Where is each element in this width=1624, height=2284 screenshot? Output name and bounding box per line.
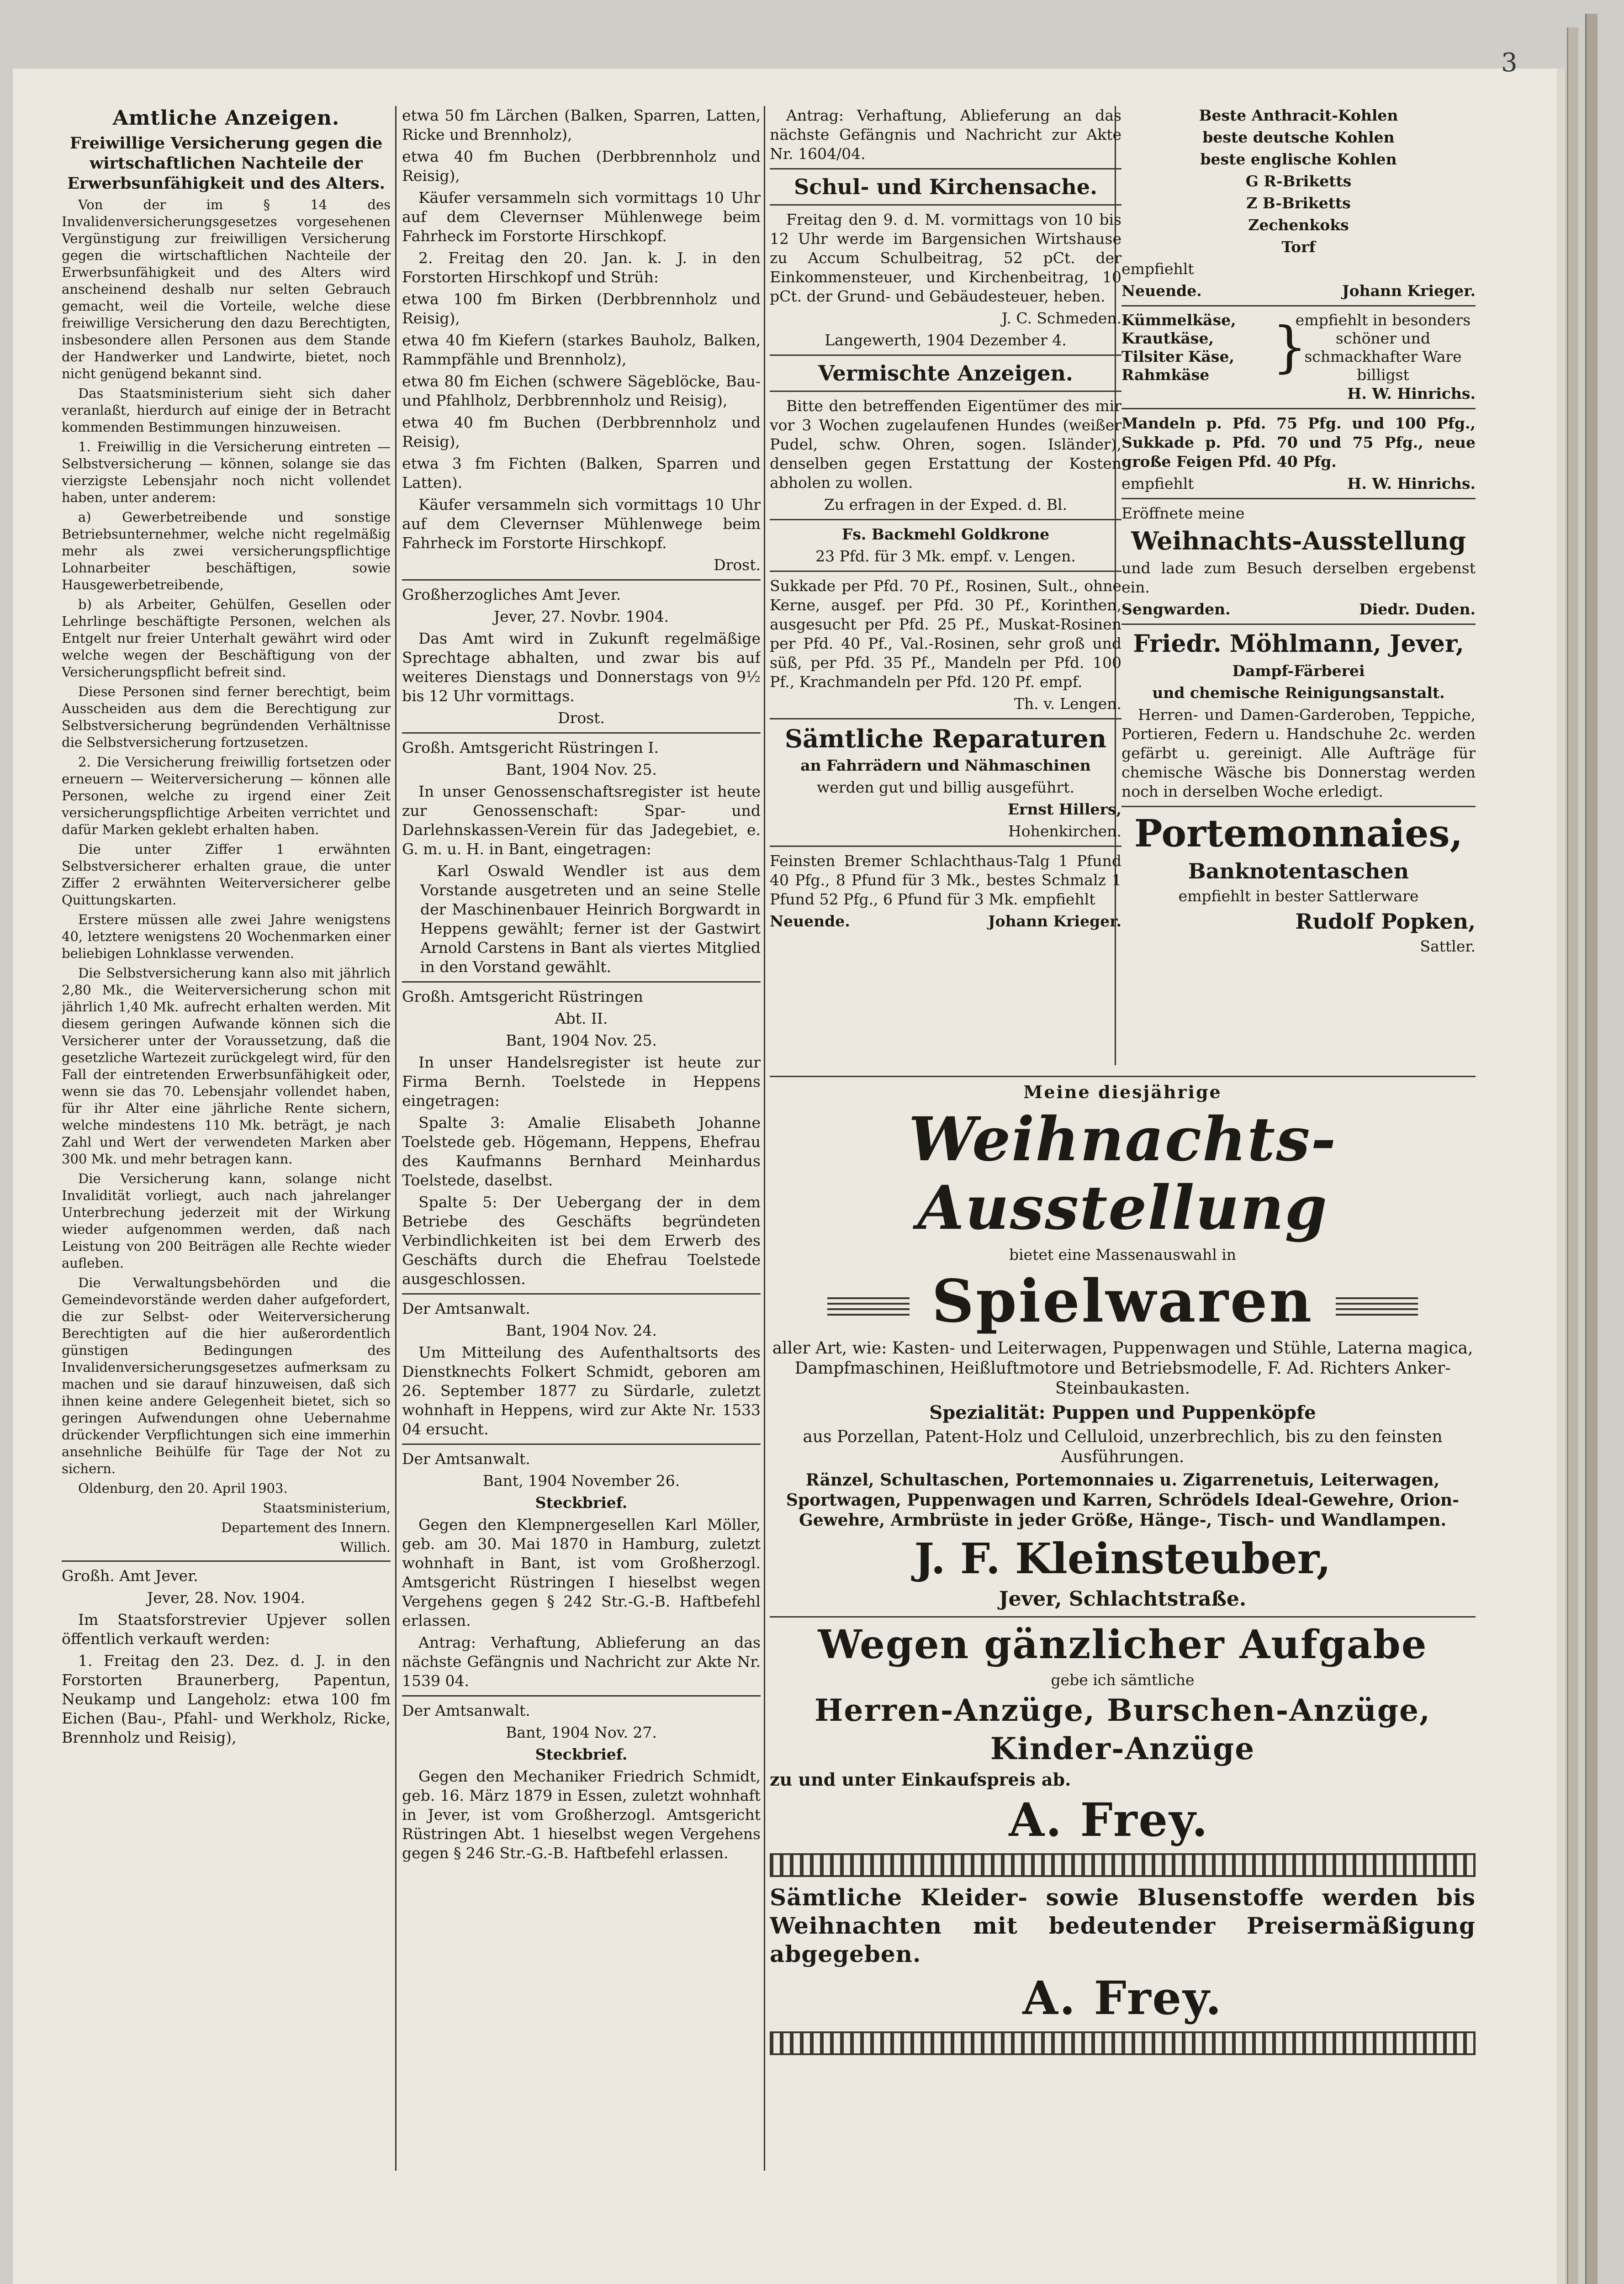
firm-name: J. F. Kleinsteuber, bbox=[914, 1534, 1331, 1583]
divider bbox=[770, 354, 1121, 356]
column-1 bbox=[62, 106, 391, 2171]
notice-head: Großh. Amtsgericht Rüstringen I. bbox=[402, 739, 659, 756]
notice-head: Der Amtsanwalt. bbox=[402, 1300, 530, 1317]
paragraph: Die Selbstversicherung kann also mit jährlich 2,80 Mk., die Weiterversicherung schon mit jährlich 1,40 Mk. aufrecht erhalten werden. Mit diesem geringen Aufwande können sich die Versicherer unter der Voraussetzung, daß die gesetzliche Wartezeit zurückgelegt wird, für den Fall der eintretenden Erwerbsunfähigkeit oder, wenn sie das 70. Lebensjahr vollendet haben, für ihr Alter eine jährliche Rente sichern, welche mindestens 110 Mk. beträgt, je nach Zahl und Wert der verwendeten Marken aber 300 Mk. und mehr betragen kann. bbox=[62, 965, 391, 1167]
cheese-list bbox=[1121, 311, 1272, 384]
notice-text: Käufer versammeln sich vormittags 10 Uhr auf dem Clevernser Mühlenwege beim Fahrheck im Forstorte Hirschkopf. bbox=[402, 496, 761, 552]
signature-row bbox=[1121, 600, 1476, 619]
ad-line: beste englische Kohlen bbox=[1200, 150, 1397, 168]
notice-text: Gegen den Mechaniker Friedrich Schmidt, geb. 16. März 1879 in Essen, zuletzt wohnhaft in Jever, ist vom Großherzogl. Amtsgericht Rüstringen Abt. 1 hieselbst wegen Vergehens gegen § 246 Str.-G.-B. Haftbefehl erlassen. bbox=[402, 1767, 761, 1862]
notice-date: Langewerth, 1904 Dezember 4. bbox=[825, 331, 1067, 349]
ad-line: Kinder-Anzüge bbox=[990, 1731, 1255, 1766]
ad-text: Eröffnete meine bbox=[1121, 504, 1245, 522]
article-title: Freiwillige Versicherung gegen die wirtschaftlichen Nachteile der Erwerbsunfähigkeit und des Alters. bbox=[67, 134, 385, 193]
divider bbox=[402, 579, 761, 581]
paragraph: Diese Personen sind ferner berechtigt, beim Ausscheiden aus dem die Berechtigung zur Selbstversicherung begründenden Verhältnisse die Selbstversicherung fortzusetzen. bbox=[62, 684, 391, 750]
section-heading: Amtliche Anzeigen. bbox=[112, 106, 340, 130]
ad-line: Herren-Anzüge, Burschen-Anzüge, bbox=[814, 1692, 1431, 1728]
page-number: 3 bbox=[1501, 48, 1518, 78]
notice-text: In unser Handelsregister ist heute zur Firma Bernh. Toelstede in Heppens eingetragen: bbox=[402, 1053, 761, 1110]
signature: Drost. bbox=[558, 709, 605, 727]
column-4 bbox=[1121, 106, 1476, 1079]
paragraph: Die Versicherung kann, solange nicht Invalidität vorliegt, auch nach jahrelanger Unterbrechung jederzeit mit der Wirkung wieder aufgenommen werden, daß nach Leistung von 200 Beiträgen alle Rechte wieder aufleben. bbox=[62, 1171, 391, 1271]
paragraph: a) Gewerbetreibende und sonstige Betriebsunternehmer, welche nicht regelmäßig mehr als zwei versicherungspflichtige Lohnarbeiter beschäftigen, sowie Hausgewerbetreibende, bbox=[62, 509, 391, 592]
column-3 bbox=[770, 106, 1121, 1079]
notice-text: etwa 3 fm Fichten (Balken, Sparren und Latten). bbox=[402, 455, 761, 492]
signature: Johann Krieger. bbox=[1342, 282, 1476, 300]
column-rule bbox=[764, 106, 765, 2171]
notice-text: Das Amt wird in Zukunft regelmäßige Sprechtage abhalten, und zwar bis auf weiteres Dienstags und Donnerstags von 9½ bis 12 Uhr vormittags. bbox=[402, 629, 761, 705]
notice-date: Bant, 1904 Nov. 24. bbox=[506, 1322, 657, 1339]
signature: Staatsministerium, bbox=[263, 1500, 391, 1516]
section-heading: Vermischte Anzeigen. bbox=[818, 361, 1073, 386]
decorative-lines bbox=[1336, 1297, 1418, 1316]
notice-text: 2. Freitag den 20. Jan. k. J. in den Forstorten Hirschkopf und Strüh: bbox=[402, 249, 761, 286]
ad-line: Zechenkoks bbox=[1248, 216, 1349, 234]
notice-text: etwa 40 fm Kiefern (starkes Bauholz, Balken, Rammpfähle und Brennholz), bbox=[402, 331, 761, 368]
ad-text: und lade zum Besuch derselben ergebenst ein. bbox=[1121, 559, 1476, 596]
ad-text: empfiehlt bbox=[1121, 260, 1194, 278]
ad-line: Z B-Briketts bbox=[1246, 194, 1351, 212]
notice-subhead: Steckbrief. bbox=[535, 1745, 628, 1763]
divider bbox=[1121, 624, 1476, 625]
ad-text: 23 Pfd. für 3 Mk. empf. v. Lengen. bbox=[815, 547, 1076, 565]
ad-text: aller Art, wie: Kasten- und Leiterwagen, Puppenwagen und Stühle, Laterna magica, Dampfmaschinen, Heißluftmotore und Betriebsmodelle, F. Ad. Richters Anker-Steinbaukasten. bbox=[772, 1339, 1473, 1398]
divider bbox=[1121, 806, 1476, 807]
ad-text: empfiehlt in besonders schöner und schmackhafter Ware billigst bbox=[1295, 311, 1471, 384]
divider bbox=[402, 732, 761, 734]
ad-text: Feinsten Bremer Schlachthaus-Talg 1 Pfund 40 Pfg., 8 Pfund für 3 Mk., bestes Schmalz 1 Pfund 52 Pfg., 6 Pfund für 3 Mk. empfiehlt bbox=[770, 852, 1121, 908]
signature: Sengwarden. bbox=[1121, 600, 1231, 618]
notice-date: Bant, 1904 Nov. 25. bbox=[506, 1031, 657, 1049]
ad-text: Sukkade per Pfd. 70 Pf., Rosinen, Sult., ohne Kerne, ausgef. per Pfd. 30 Pf., Korinthen, ausgesucht per Pfd. 25 Pf., Muskat-Rosinen per Pfd. 40 Pf., Val.-Rosinen, sehr groß und süß, per Pfd. 35 Pf., Mandeln per Pfd. 100 Pf., Krachmandeln per Pfd. 120 Pf. empf. bbox=[770, 577, 1121, 691]
page-edge bbox=[1585, 14, 1598, 2284]
notice-text: In unser Genossenschaftsregister ist heute zur Genossenschaft: Spar- und Darlehnskassen-Verein für das Jadegebiet, e. G. m. u. H. in Bant, eingetragen: bbox=[402, 782, 761, 858]
ad-text: Bitte den betreffenden Eigentümer des mir vor 3 Wochen zugelaufenen Hundes (weißer Pudel, schw. Ohren, sogen. Isländer), denselben gegen Erstattung der Kosten abholen zu wollen. bbox=[770, 397, 1121, 492]
notice-text: Antrag: Verhaftung, Ablieferung an das nächste Gefängnis und Nachricht zur Akte Nr. 1604/04. bbox=[770, 106, 1121, 163]
ad-line: G R-Briketts bbox=[1245, 172, 1352, 190]
signature: Willich. bbox=[340, 1539, 391, 1555]
signature: Departement des Innern. bbox=[221, 1520, 391, 1535]
signature: Hohenkirchen. bbox=[1008, 822, 1121, 840]
column-rule bbox=[395, 106, 397, 2171]
divider bbox=[770, 204, 1121, 206]
ad-line: Banknotentaschen bbox=[1188, 859, 1409, 883]
paragraph: Die Verwaltungsbehörden und die Gemeindevorstände werden daher aufgefordert, die zur Selbst- oder Weiterversicherung Berechtigten auf die hier außerordentlich günstigen Bedingungen des Invalidenversicherungsgesetzes aufmerksam zu machen und sie darauf hinzuweisen, daß sich ihnen keine andere Gelegenheit bietet, sich so geringen Aufwendungen ohne Uebernahme drückender Verpflichtungen sich eine immerhin ansehnliche Beihülfe für Tage der Not zu sichern. bbox=[62, 1275, 391, 1476]
firm-address: Jever, Schlachtstraße. bbox=[999, 1587, 1247, 1611]
ad-line: Dampf-Färberei bbox=[1232, 662, 1365, 680]
divider bbox=[402, 1695, 761, 1697]
signature: A. Frey. bbox=[1009, 1793, 1209, 1847]
notice-head: Großh. Amt Jever. bbox=[62, 1567, 198, 1585]
ad-headline: Weihnachts-Ausstellung bbox=[908, 1104, 1337, 1243]
spielwaren-title: Spielwaren bbox=[931, 1267, 1314, 1336]
ad-text: an Fahrrädern und Nähmaschinen bbox=[800, 756, 1091, 774]
notice-date: Bant, 1904 November 26. bbox=[482, 1472, 680, 1490]
notice-text: etwa 40 fm Buchen (Derbbrennholz und Reisig), bbox=[402, 413, 761, 450]
paragraph: Die unter Ziffer 1 erwähnten Selbstversicherer erhalten graue, die unter Ziffer 2 erwähnten Weiterversicherer gelbe Quittungskarten. bbox=[62, 841, 391, 908]
divider bbox=[402, 981, 761, 983]
ad-intro: Meine diesjährige bbox=[1023, 1082, 1222, 1102]
ad-headline: Sämtliche Reparaturen bbox=[784, 724, 1107, 753]
ad-text: gebe ich sämtliche bbox=[1051, 1671, 1195, 1689]
divider bbox=[770, 1076, 1476, 1077]
notice-head: Der Amtsanwalt. bbox=[402, 1450, 530, 1468]
section-heading: Schul- und Kirchensache. bbox=[793, 174, 1098, 199]
ad-text: Mandeln p. Pfd. 75 Pfg. und 100 Pfg., Sukkade p. Pfd. 70 und 75 Pfg., neue große Feigen Pfd. 40 Pfg. bbox=[1121, 414, 1476, 471]
paragraph: 2. Die Versicherung freiwillig fortsetzen oder erneuern — Weiterversicherung — können alle Personen, welche zu irgend einer Zeit versicherungspflichtige Arbeiten verrichtet und dafür Marken geklebt erhalten haben. bbox=[62, 754, 391, 837]
decorative-lines bbox=[827, 1297, 910, 1316]
divider bbox=[770, 1616, 1476, 1618]
ornamental-border bbox=[770, 1853, 1476, 1877]
ad-headline: Portemonnaies, bbox=[1134, 812, 1463, 856]
divider bbox=[62, 1560, 391, 1562]
signature: J. C. Schmeden. bbox=[1001, 309, 1121, 327]
notice-text: Antrag: Verhaftung, Ablieferung an das nächste Gefängnis und Nachricht zur Akte Nr. 1539 04. bbox=[402, 1634, 761, 1690]
notice-date: Bant, 1904 Nov. 25. bbox=[506, 761, 657, 778]
ad-text: bietet eine Massenauswahl in bbox=[1009, 1246, 1237, 1264]
signature: Th. v. Lengen. bbox=[1014, 695, 1121, 713]
notice-date: Jever, 27. Novbr. 1904. bbox=[493, 608, 669, 625]
notice-text: Im Staatsforstrevier Upjever sollen öffentlich verkauft werden: bbox=[62, 1611, 391, 1648]
divider bbox=[770, 846, 1121, 847]
notice-date: Jever, 28. Nov. 1904. bbox=[147, 1589, 305, 1607]
ad-headline: Wegen gänzlicher Aufgabe bbox=[818, 1622, 1428, 1668]
ornamental-border bbox=[770, 2031, 1476, 2055]
divider bbox=[770, 391, 1121, 392]
ad-line: und chemische Reinigungsanstalt. bbox=[1152, 684, 1445, 702]
place-date: Oldenburg, den 20. April 1903. bbox=[78, 1480, 288, 1496]
divider bbox=[770, 571, 1121, 572]
divider bbox=[1121, 498, 1476, 499]
divider bbox=[1121, 305, 1476, 307]
notice-text: etwa 50 fm Lärchen (Balken, Sparren, Latten, Ricke und Brennholz), bbox=[402, 106, 761, 143]
ad-line: Beste Anthracit-Kohlen bbox=[1199, 106, 1398, 124]
paragraph: 1. Freiwillig in die Versicherung eintreten — Selbstversicherung — können, solange sie das vierzigste Lebensjahr noch nicht vollendet haben, unter anderem: bbox=[62, 439, 391, 505]
notice-text: Spalte 3: Amalie Elisabeth Johanne Toelstede geb. Högemann, Heppens, Ehefrau des Kaufmanns Bernhard Meinhardus Toelstede, daselbst. bbox=[402, 1114, 761, 1189]
divider bbox=[770, 519, 1121, 520]
page-edge bbox=[1567, 27, 1578, 2284]
signature-row bbox=[770, 912, 1121, 931]
divider bbox=[770, 718, 1121, 719]
divider bbox=[402, 1443, 761, 1445]
notice-text: Freitag den 9. d. M. vormittags von 10 bis 12 Uhr werde im Bargensichen Wirtshause zu Accum Schulbeitrag, 52 pCt. der Einkommensteuer, und Kirchenbeitrag, 10 pCt. der Grund- und Gebäudesteuer, heben. bbox=[770, 211, 1121, 305]
signature: Neuende. bbox=[770, 912, 850, 930]
signature-row bbox=[1121, 281, 1476, 301]
paragraph: Erstere müssen alle zwei Jahre wenigstens 40, letztere wenigstens 20 Wochenmarken einer beliebigen Lohnklasse verwenden. bbox=[62, 912, 391, 961]
wide-ad-block bbox=[770, 1071, 1476, 2172]
signature: H. W. Hinrichs. bbox=[1347, 385, 1476, 402]
divider bbox=[770, 168, 1121, 169]
signature: Sattler. bbox=[1420, 937, 1476, 955]
ad-line: Torf bbox=[1281, 238, 1316, 256]
ad-line: Spezialität: Puppen und Puppenköpfe bbox=[929, 1402, 1316, 1423]
ad-headline: Fs. Backmehl Goldkrone bbox=[841, 525, 1050, 543]
notice-subhead: Steckbrief. bbox=[535, 1494, 628, 1512]
notice-text: etwa 40 fm Buchen (Derbbrennholz und Reisig), bbox=[402, 148, 761, 185]
ad-text: Herren- und Damen-Garderoben, Teppiche, Portieren, Federn u. Handschuhe 2c. werden gefärbt u. gereinigt. Alle Aufträge für chemische Wäsche bis Donnerstag werden noch in derselben Woche erledigt. bbox=[1121, 706, 1476, 800]
paragraph: Von der im § 14 des Invalidenversicherungsgesetzes vorgesehenen Vergünstigung zur freiwilligen Versicherung gegen die wirtschaftlichen Nachteile der Erwerbsunfähigkeit und des Alters wird anscheinend deshalb nur selten Gebrauch gemacht, weil die Vorteile, welche diese freiwillige Versicherung den dazu Berechtigten, insbesondere allen Personen aus dem Stande der Handwerker und Landwirte, bietet, noch nicht genügend bekannt sind. bbox=[62, 197, 391, 381]
paragraph: Das Staatsministerium sieht sich daher veranlaßt, hierdurch auf einige der in Betracht kommenden Bestimmungen hinzuweisen. bbox=[62, 386, 391, 435]
signature: A. Frey. bbox=[1022, 1971, 1223, 2025]
notice-head: Abt. II. bbox=[555, 1010, 608, 1027]
ad-text: Sämtliche Kleider- sowie Blusenstoffe werden bis Weihnachten mit bedeutender Preisermäßigung abgegeben. bbox=[770, 1884, 1476, 1967]
ad-text: Ränzel, Schultaschen, Portemonnaies u. Zigarrenetuis, Leiterwagen, Sportwagen, Puppenwagen und Karren, Schrödels Ideal-Gewehre, Orion-Gewehre, Armbrüste in jeder Größe, Hänge-, Tisch- und Wandlampen. bbox=[786, 1470, 1460, 1530]
paragraph: b) als Arbeiter, Gehülfen, Gesellen oder Lehrlinge beschäftigte Personen, welchen als Entgelt nur freier Unterhalt gewährt wird oder welche wegen der Beschäftigung von der Versicherungspflicht befreit sind. bbox=[62, 597, 391, 680]
ad-text: zu und unter Einkaufspreis ab. bbox=[770, 1769, 1071, 1790]
signature-row bbox=[1121, 474, 1476, 493]
notice-head: Großherzogliches Amt Jever. bbox=[402, 586, 621, 603]
ad-text: werden gut und billig ausgeführt. bbox=[817, 778, 1074, 796]
cheese-item: Tilsiter Käse, bbox=[1121, 348, 1234, 365]
cheese-item: Rahmkäse bbox=[1121, 366, 1210, 384]
signature: Rudolf Popken, bbox=[1295, 909, 1476, 934]
signature: Ernst Hillers, bbox=[1007, 800, 1121, 818]
notice-text: 1. Freitag den 23. Dez. d. J. in den Forstorten Braunerberg, Papentun, Neukamp und Langeholz: etwa 100 fm Eichen (Bau-, Pfahl- und Werkholz, Ricke, Brennholz und Reisig), bbox=[62, 1652, 391, 1746]
cheese-item: Krautkäse, bbox=[1121, 329, 1214, 347]
notice-text: etwa 80 fm Eichen (schwere Sägeblöcke, Bau- und Pfahlholz, Derbbrennholz und Reisig), bbox=[402, 372, 761, 409]
ad-text: Zu erfragen in der Exped. d. Bl. bbox=[824, 496, 1068, 513]
notice-text: Käufer versammeln sich vormittags 10 Uhr auf dem Clevernser Mühlenwege beim Fahrheck im Forstorte Hirschkopf. bbox=[402, 189, 761, 245]
notice-text: Um Mitteilung des Aufenthaltsorts des Dienstknechts Folkert Schmidt, geboren am 26. September 1877 zu Sürdarle, zuletzt wohnhaft in Heppens, wird zur Akte Nr. 1533 04 ersucht. bbox=[402, 1343, 761, 1438]
ad-text: empfiehlt in bester Sattlerware bbox=[1178, 887, 1419, 905]
ad-headline: Weihnachts-Ausstellung bbox=[1131, 526, 1466, 555]
cheese-ad bbox=[1121, 311, 1476, 384]
brace-icon: } bbox=[1272, 316, 1307, 379]
notice-head: Großh. Amtsgericht Rüstringen bbox=[402, 988, 643, 1005]
ad-text: empfiehlt bbox=[1121, 475, 1194, 492]
signature: Neuende. bbox=[1121, 282, 1202, 300]
notice-text: etwa 100 fm Birken (Derbbrennholz und Reisig), bbox=[402, 290, 761, 327]
signature: Drost. bbox=[714, 556, 761, 574]
notice-head: Der Amtsanwalt. bbox=[402, 1702, 530, 1719]
notice-date: Bant, 1904 Nov. 27. bbox=[506, 1724, 657, 1741]
divider bbox=[1121, 408, 1476, 409]
signature: Diedr. Duden. bbox=[1359, 600, 1476, 618]
signature: Johann Krieger. bbox=[988, 912, 1121, 930]
ad-text: aus Porzellan, Patent-Holz und Celluloid, unzerbrechlich, bis zu den feinsten Ausführungen. bbox=[803, 1428, 1443, 1466]
cheese-item: Kümmelkäse, bbox=[1121, 311, 1236, 329]
signature: H. W. Hinrichs. bbox=[1347, 475, 1476, 492]
ad-headline: Friedr. Möhlmann, Jever, bbox=[1133, 630, 1464, 658]
divider bbox=[402, 1293, 761, 1295]
notice-text: Karl Oswald Wendler ist aus dem Vorstande ausgetreten und an seine Stelle der Maschinenbauer Heinrich Borgwardt in Heppens gewählt; ferner ist der Gastwirt Arnold Carstens in Bant als viertes Mitglied in den Vorstand gewählt. bbox=[420, 862, 761, 976]
ad-headline bbox=[770, 1267, 1476, 1336]
notice-text: Gegen den Klempnergesellen Karl Möller, geb. am 30. Mai 1870 in Hamburg, zuletzt wohnhaft in Bant, ist vom Großherzogl. Amtsgericht Rüstringen I hieselbst wegen Vergehens gegen § 242 Str.-G.-B. Haftbefehl erlassen. bbox=[402, 1516, 761, 1629]
notice-text: Spalte 5: Der Uebergang der in dem Betriebe des Geschäfts begründeten Verbindlichkeiten ist bei dem Erwerb des Geschäfts durch die Ehefrau Toelstede ausgeschlossen. bbox=[402, 1193, 761, 1288]
column-2 bbox=[402, 106, 761, 2171]
ad-line: beste deutsche Kohlen bbox=[1202, 128, 1395, 146]
